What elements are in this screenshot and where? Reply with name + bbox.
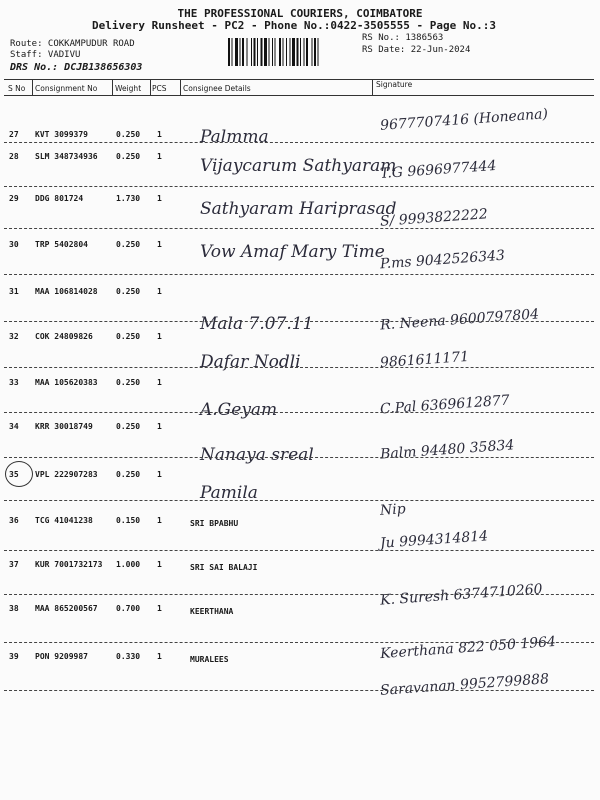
row-consignment: MAA 865200567 bbox=[35, 604, 98, 613]
row-consignment: SLM 348734936 bbox=[35, 152, 98, 161]
rs-date: RS Date: 22-Jun-2024 bbox=[362, 45, 471, 55]
row-handwritten-signature: S/ 9993822222 bbox=[379, 206, 489, 230]
row-separator bbox=[4, 367, 594, 368]
row-consignee: SRI SAI BALAJI bbox=[190, 563, 258, 572]
row-consignment: DDG 801724 bbox=[35, 194, 84, 203]
row-separator bbox=[4, 642, 594, 643]
row-weight: 0.700 bbox=[116, 604, 141, 613]
runsheet-title: Delivery Runsheet - PC2 - Phone No.:0422-3505555 - Page No.:3 bbox=[92, 19, 496, 32]
row-handwritten-name: Vow Amaf Mary Time bbox=[200, 242, 385, 262]
row-handwritten-signature: K. Suresh 6374710260 bbox=[379, 581, 544, 609]
row-handwritten-name: Sathyaram Hariprasad bbox=[200, 199, 397, 219]
row-pcs: 1 bbox=[157, 194, 162, 203]
row-consignment: COK 24809826 bbox=[35, 332, 93, 341]
row-separator bbox=[4, 550, 594, 551]
row-separator bbox=[4, 412, 594, 413]
col-sno: S No bbox=[8, 84, 26, 93]
row-consignment: KVT 3099379 bbox=[35, 130, 88, 139]
row-separator bbox=[4, 142, 594, 143]
row-consignee: KEERTHANA bbox=[190, 607, 234, 616]
row-weight: 0.250 bbox=[116, 240, 141, 249]
row-consignment: TCG 41041238 bbox=[35, 516, 93, 525]
col-consignment: Consignment No bbox=[35, 84, 98, 93]
col-weight: Weight bbox=[115, 84, 142, 93]
row-sno: 36 bbox=[9, 516, 19, 525]
row-pcs: 1 bbox=[157, 378, 162, 387]
company-title: THE PROFESSIONAL COURIERS, COIMBATORE bbox=[177, 7, 423, 20]
row-sno: 27 bbox=[9, 130, 19, 139]
row-pcs: 1 bbox=[157, 152, 162, 161]
row-pcs: 1 bbox=[157, 560, 162, 569]
row-weight: 0.330 bbox=[116, 652, 141, 661]
col-divider bbox=[112, 79, 113, 95]
row-sno: 28 bbox=[9, 152, 19, 161]
row-handwritten-signature: T.G 9696977444 bbox=[379, 157, 497, 183]
row-weight: 1.000 bbox=[116, 560, 141, 569]
row-pcs: 1 bbox=[157, 332, 162, 341]
row-consignment: TRP 5402804 bbox=[35, 240, 88, 249]
row-consignment: PON 9209987 bbox=[35, 652, 88, 661]
row-weight: 0.250 bbox=[116, 378, 141, 387]
row-weight: 0.250 bbox=[116, 470, 141, 479]
row-consignment: VPL 222907283 bbox=[35, 470, 98, 479]
row-pcs: 1 bbox=[157, 604, 162, 613]
row-weight: 0.250 bbox=[116, 130, 141, 139]
row-weight: 0.250 bbox=[116, 332, 141, 341]
col-divider bbox=[372, 79, 373, 95]
col-divider bbox=[32, 79, 33, 95]
row-handwritten-name: A.Geyam bbox=[200, 400, 278, 420]
row-handwritten-signature: Keerthana 822 050 1964 bbox=[379, 633, 557, 663]
row-pcs: 1 bbox=[157, 422, 162, 431]
row-separator bbox=[4, 594, 594, 595]
row-consignment: KUR 7001732173 bbox=[35, 560, 103, 569]
row-pcs: 1 bbox=[157, 470, 162, 479]
table-header-rule bbox=[4, 95, 594, 96]
barcode bbox=[228, 38, 356, 66]
row-separator bbox=[4, 274, 594, 275]
row-handwritten-signature: P.ms 9042526343 bbox=[379, 247, 506, 273]
row-handwritten-name: Pamila bbox=[200, 483, 258, 503]
row-handwritten-name: Palmma bbox=[200, 127, 269, 147]
row-separator bbox=[4, 186, 594, 187]
row-handwritten-signature: Ju 9994314814 bbox=[379, 528, 489, 552]
route-label: Route: COKKAMPUDUR ROAD bbox=[10, 39, 135, 49]
row-handwritten-signature: Saravanan 9952799888 bbox=[379, 671, 550, 699]
row-sno: 29 bbox=[9, 194, 19, 203]
row-consignment: MAA 105620383 bbox=[35, 378, 98, 387]
row-handwritten-signature: C.Pal 6369612877 bbox=[379, 392, 511, 418]
row-sno: 31 bbox=[9, 287, 19, 296]
row-handwritten-name: Mala 7.07.11 bbox=[200, 314, 314, 334]
col-signature: Signature bbox=[376, 80, 413, 89]
row-handwritten-signature: 9677707416 (Honeana) bbox=[379, 106, 549, 134]
row-consignment: MAA 106814028 bbox=[35, 287, 98, 296]
row-handwritten-name: Nanaya sreal bbox=[200, 445, 314, 465]
row-sno: 37 bbox=[9, 560, 19, 569]
row-sno: 38 bbox=[9, 604, 19, 613]
row-weight: 0.250 bbox=[116, 287, 141, 296]
row-handwritten-signature: Nip bbox=[379, 501, 407, 519]
row-sno: 30 bbox=[9, 240, 19, 249]
row-sno: 34 bbox=[9, 422, 19, 431]
row-weight: 0.250 bbox=[116, 152, 141, 161]
row-sno: 33 bbox=[9, 378, 19, 387]
col-divider bbox=[150, 79, 151, 95]
row-handwritten-signature: 9861611171 bbox=[379, 348, 470, 372]
row-sno: 35 bbox=[9, 470, 19, 479]
col-pcs: PCS bbox=[152, 84, 167, 93]
row-consignment: KRR 30018749 bbox=[35, 422, 93, 431]
row-pcs: 1 bbox=[157, 130, 162, 139]
row-handwritten-name: Vijaycarum Sathyaram bbox=[200, 156, 397, 176]
row-separator bbox=[4, 321, 594, 322]
row-weight: 1.730 bbox=[116, 194, 141, 203]
row-pcs: 1 bbox=[157, 652, 162, 661]
table-top-rule bbox=[4, 79, 594, 80]
row-sno: 39 bbox=[9, 652, 19, 661]
rs-number: RS No.: 1386563 bbox=[362, 33, 444, 43]
row-handwritten-signature: R. Neena 9600797804 bbox=[379, 306, 540, 334]
row-weight: 0.150 bbox=[116, 516, 141, 525]
row-sno: 32 bbox=[9, 332, 19, 341]
row-handwritten-name: Dafar Nodli bbox=[200, 352, 301, 372]
row-separator bbox=[4, 690, 594, 691]
drs-number: DRS No.: DCJB138656303 bbox=[10, 62, 143, 73]
col-divider bbox=[180, 79, 181, 95]
row-separator bbox=[4, 457, 594, 458]
row-separator bbox=[4, 500, 594, 501]
staff-label: Staff: VADIVU bbox=[10, 50, 81, 60]
row-pcs: 1 bbox=[157, 516, 162, 525]
row-pcs: 1 bbox=[157, 240, 162, 249]
row-consignee: SRI BPABHU bbox=[190, 519, 239, 528]
row-handwritten-signature: Balm 94480 35834 bbox=[379, 437, 515, 463]
col-details: Consignee Details bbox=[183, 84, 251, 93]
row-weight: 0.250 bbox=[116, 422, 141, 431]
row-pcs: 1 bbox=[157, 287, 162, 296]
row-consignee: MURALEES bbox=[190, 655, 229, 664]
row-separator bbox=[4, 228, 594, 229]
